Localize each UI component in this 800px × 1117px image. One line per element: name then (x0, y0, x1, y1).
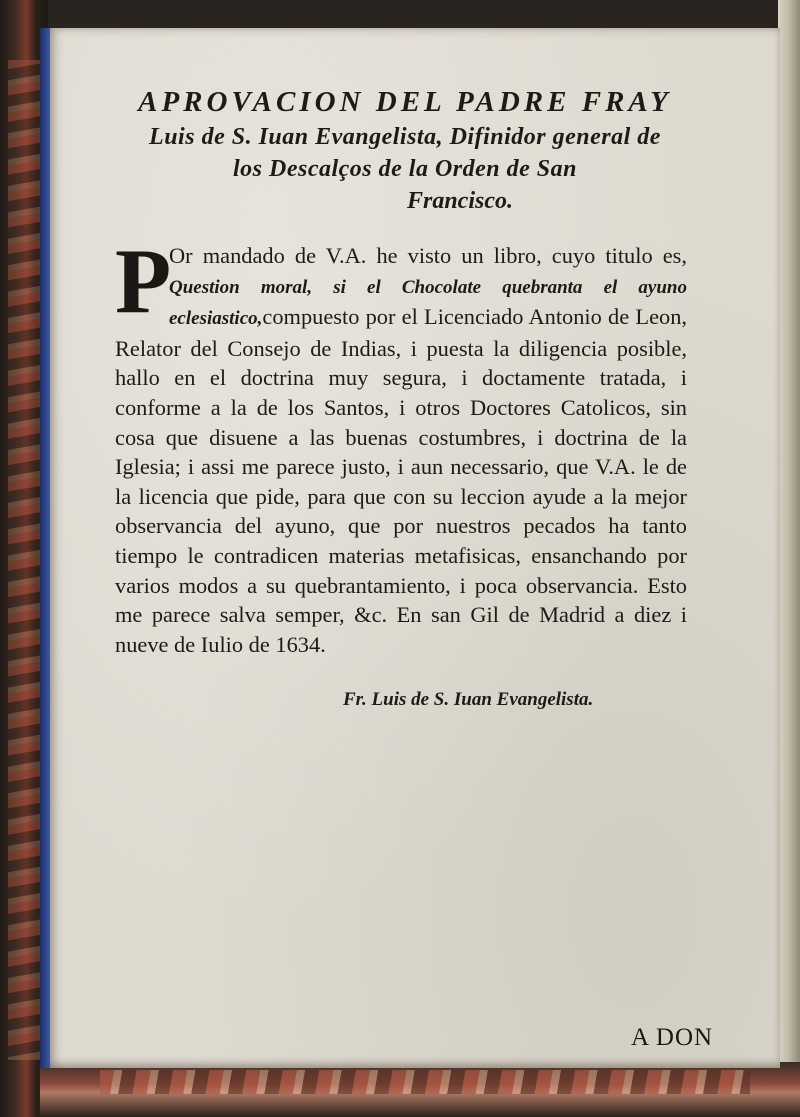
marbled-edge (8, 60, 40, 1060)
approval-heading (115, 83, 695, 217)
book-binding-bottom (40, 1062, 800, 1117)
heading-line-2: Luis de S. Iuan Evangelista, Difinidor general de (149, 124, 661, 150)
heading-line-3: los Descalços de la Orden de San (233, 156, 577, 182)
page-content (115, 83, 695, 711)
page-edge-strip (40, 28, 50, 1068)
document-page (48, 28, 780, 1068)
heading-line-1: APROVACION DEL PADRE FRAY (138, 86, 672, 118)
drop-cap: P (115, 230, 172, 332)
approval-body (115, 230, 687, 659)
heading-line-4: Francisco. (406, 188, 513, 214)
book-title: Question moral, si el Chocolate quebranta el ayuno eclesiastico, (169, 276, 687, 330)
body-text-part-1: Or mandado de V.A. he visto un libro, cuyo titulo es, (169, 243, 687, 268)
body-text-part-2: compuesto por el Licenciado Antonio de Leon, Relator del Consejo de Indias, i puesta la diligencia posible, hallo en el doctrina muy segura, i doctamente tratada, i conforme a la de los Santos, i otros Doctores Catolicos, sin cosa que disuene a las buenas costumbres, i doctrina de la Iglesia; i assi me parece justo, i aun necessario, que V.A. le de la licencia que pide, para que con su leccion ayude a la mejor observancia del ayuno, que por nuestros pecados ha tanto tiempo le contradicen materias metafisicas, ensanchando por varios modos a su quebrantamiento, i poca observancia. Esto me parece salva semper, &c. En san Gil de Madrid a diez i nueve de Iulio de 1634. (115, 304, 687, 657)
marbled-edge-bottom (100, 1070, 750, 1094)
catchword: A DON (631, 1024, 714, 1051)
page-edge-right (778, 0, 800, 1117)
signature: Fr. Luis de S. Iuan Evangelista. (343, 689, 594, 711)
